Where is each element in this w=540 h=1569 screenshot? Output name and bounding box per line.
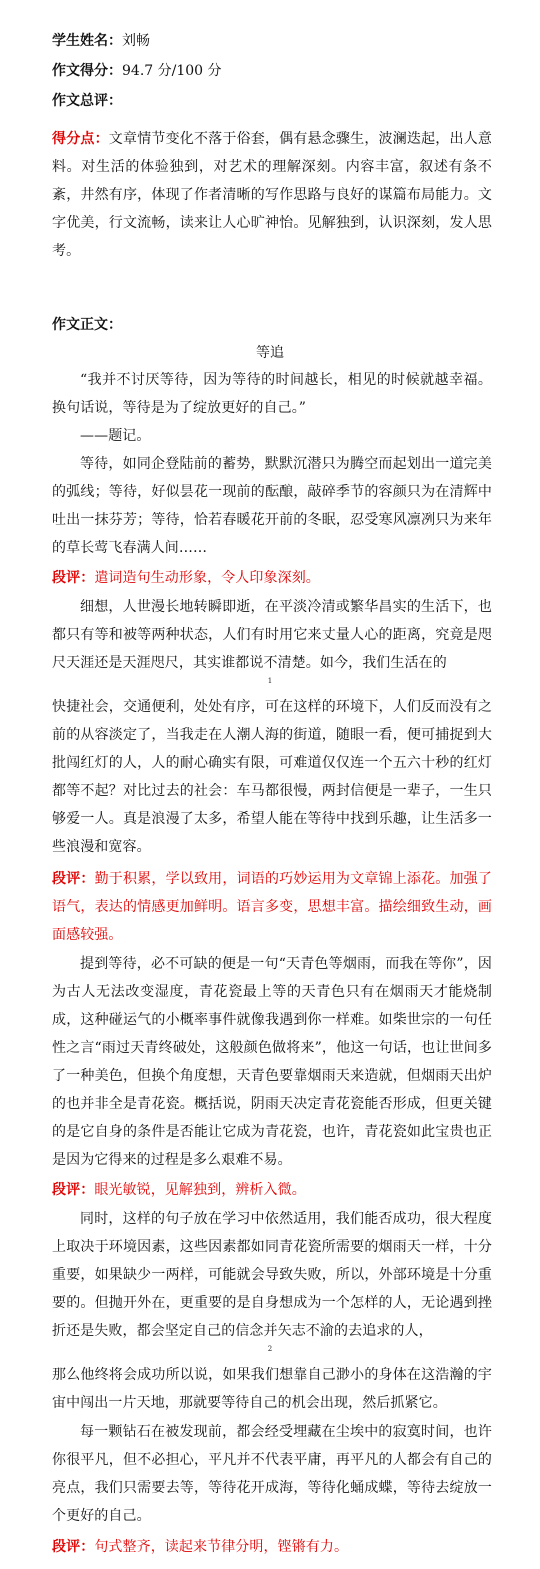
summary-paragraph bbox=[52, 125, 492, 265]
essay-title: 等追 bbox=[256, 345, 284, 361]
comment-3-text: 眼光敏锐，见解独到，辨析入微。 bbox=[94, 1182, 306, 1198]
summary-label: 作文总评： bbox=[52, 93, 122, 109]
student-name-value: 刘畅 bbox=[122, 33, 150, 49]
paragraph-1: 等待，如同企登陆前的蓄势，默默沉潜只为腾空而起划出一道完美的弧线；等待，好似昙花一现前的酝酿，敲碎季节的容颜只为在清辉中吐出一抹芬芳；等待，恰若春暖花开前的冬眠，忍受寒风凛冽只为来年的草长莺飞春满人间…… bbox=[52, 456, 492, 556]
epigraph: “我并不讨厌等待，因为等待的时间越长，相见的时候就越幸福。换句话说，等待是为了绽放更好的自己。” bbox=[52, 372, 492, 416]
comment-2-text: 勤于积累，学以致用，词语的巧妙运用为文章锦上添花。加强了语气，表达的情感更加鲜明。语言多变，思想丰富。描绘细致生动，画面感较强。 bbox=[52, 871, 492, 943]
epigraph-source: ——题记。 bbox=[80, 428, 151, 444]
score-row bbox=[52, 62, 222, 80]
comment-2 bbox=[52, 865, 492, 949]
comment-3-label: 段评： bbox=[52, 1182, 95, 1198]
paragraph-2b: 快捷社会，交通便利，处处有序，可在这样的环境下，人们反而没有之前的从容淡定了，当我走在人潮人海的街道，随眼一看，便可捕捉到大批闯红灯的人，人的耐心确实有限，可难道仅仅连一个五六十秒的红灯都等不起？对比过去的社会：车马都很慢，两封信便是一辈子，一生只够爱一人。真是浪漫了太多，希望人能在等待中找到乐趣，让生活多一些浪漫和宽容。 bbox=[52, 699, 492, 855]
paragraph-4a: 同时，这样的句子放在学习中依然适用，我们能否成功，很大程度上取决于环境因素，这些因素都如同青花瓷所需要的烟雨天一样，十分重要，如果缺少一两样，可能就会导致失败，所以，外部环境是十分重要的。但抛开外在，更重要的是自身想成为一个怎样的人，无论遇到挫折还是失败，都会坚定自己的信念并矢志不渝的去追求的人， bbox=[52, 1211, 492, 1339]
body-label: 作文正文： bbox=[52, 317, 122, 333]
paragraph-3: 提到等待，必不可缺的便是一句“天青色等烟雨，而我在等你”，因为古人无法改变湿度，青花瓷最上等的天青色只有在烟雨天才能烧制成，这种碰运气的小概率事件就像我遇到你一样难。如柴世宗的一句任性之言“雨过天青终破处，这般颜色做将来”，他这一句话，也让世间多了一种美色，但换个角度想，天青色要靠烟雨天来造就，但烟雨天出炉的也并非全是青花瓷。概括说，阴雨天决定青花瓷能否形成，但更关键的是它自身的条件是否能让它成为青花瓷，也许，青花瓷如此宝贵也正是因为它得来的过程是多么艰难不易。 bbox=[52, 956, 492, 1168]
comment-1 bbox=[52, 564, 492, 592]
score-value: 94.7 分/100 分 bbox=[122, 63, 222, 79]
paragraph-5: 每一颗钻石在被发现前，都会经受埋藏在尘埃中的寂寞时间，也许你很平凡，但不必担心，平凡并不代表平庸，再平凡的人都会有自己的亮点，我们只需要去等，等待花开成海，等待化蛹成蝶，等待去绽放一个更好的自己。 bbox=[52, 1424, 492, 1524]
page-number-2: 2 bbox=[267, 1345, 273, 1353]
comment-4-label: 段评： bbox=[52, 1539, 95, 1555]
student-name-label: 学生姓名： bbox=[52, 33, 122, 49]
comment-4 bbox=[52, 1533, 492, 1561]
paragraph-4b: 那么他终将会成功所以说，如果我们想靠自己渺小的身体在这浩瀚的宇宙中闯出一片天地，那就要等待自己的机会出现，然后抓紧它。 bbox=[52, 1367, 492, 1411]
comment-4-text: 句式整齐，读起来节律分明，铿锵有力。 bbox=[94, 1539, 349, 1555]
comment-1-text: 遣词造句生动形象，令人印象深刻。 bbox=[94, 570, 320, 586]
page-number-1: 1 bbox=[267, 677, 273, 685]
points-text: 文章情节变化不落于俗套，偶有悬念骤生，波澜迭起，出人意料。对生活的体验独到，对艺术的理解深刻。内容丰富，叙述有条不紊，井然有序，体现了作者清晰的写作思路与良好的谋篇布局能力。文字优美，行文流畅，读来让人心旷神怡。见解独到，认识深刻，发人思考。 bbox=[52, 131, 493, 259]
paragraph-2a: 细想，人世漫长地转瞬即逝，在平淡冷清或繁华昌实的生活下，也都只有等和被等两种状态，人们有时用它来丈量人心的距离，究竟是咫尺天涯还是天涯咫尺，其实谁都说不清楚。如今，我们生活在的 bbox=[52, 599, 492, 671]
points-label: 得分点： bbox=[52, 131, 109, 147]
comment-1-label: 段评： bbox=[52, 570, 95, 586]
comment-2-label: 段评： bbox=[52, 871, 95, 887]
comment-3 bbox=[52, 1176, 492, 1204]
score-label: 作文得分： bbox=[52, 63, 122, 79]
student-name-row bbox=[52, 32, 150, 50]
